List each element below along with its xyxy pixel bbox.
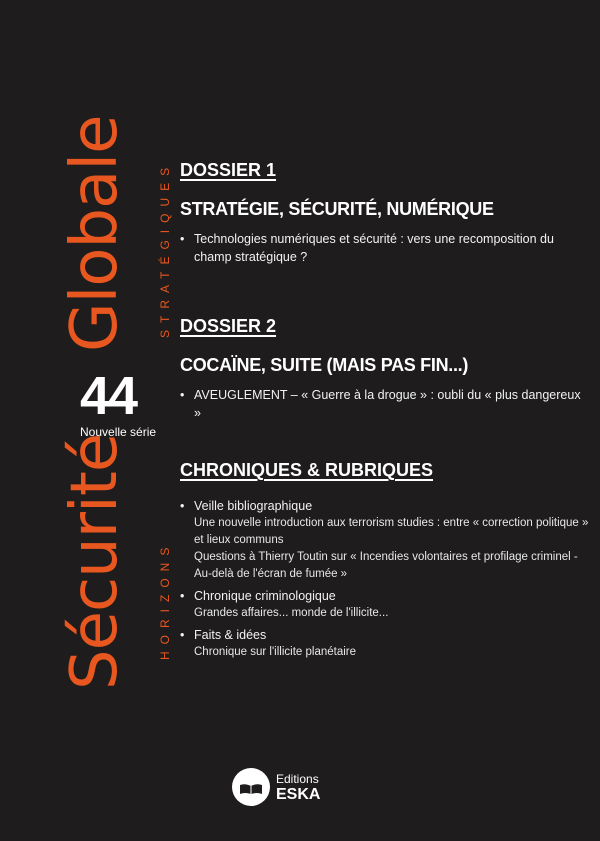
chroniques-heading: CHRONIQUES & RUBRIQUES: [180, 460, 434, 480]
journal-subtitle: [158, 140, 178, 660]
list-item: • AVEUGLEMENT – « Guerre à la drogue » : oubli du « plus dangereux »: [180, 386, 590, 422]
rubric-line: Grandes affaires... monde de l'illicite...: [194, 607, 389, 619]
rubric-title: • Faits & idées: [194, 628, 267, 642]
dossier-2-theme: COCAÏNE, SUITE (MAIS PAS FIN...): [180, 355, 469, 375]
chroniques-list: [180, 497, 590, 661]
rubric-title: • Veille bibliographique: [194, 499, 313, 513]
subtitle-horizons: HORIZONS: [158, 540, 172, 660]
title-word-securite: Sécurité: [58, 433, 132, 690]
chroniques: [180, 460, 590, 661]
dossier-1-theme: STRATÉGIE, SÉCURITÉ, NUMÉRIQUE: [180, 199, 494, 219]
subtitle-strategiques: STRATÉGIQUES: [158, 160, 172, 338]
rubric-line: Chronique sur l'illicite planétaire: [194, 646, 356, 658]
dossier-2-list: [180, 386, 590, 422]
book-shape: [239, 783, 263, 795]
list-item: [180, 497, 590, 583]
open-book-icon: [232, 768, 270, 806]
rubric-line: Une nouvelle introduction aux terrorism studies : entre « correction politique » et lieux communs: [194, 517, 589, 546]
publisher-logo: [232, 768, 320, 806]
dossier-1-list: [180, 230, 590, 266]
dossier-2-heading: DOSSIER 2: [180, 316, 277, 336]
publisher-line-2: ESKA: [276, 786, 321, 803]
rubric-title: • Chronique criminologique: [194, 589, 336, 603]
title-word-globale: Globale: [58, 115, 132, 352]
list-item: [180, 587, 590, 622]
series-label: Nouvelle série: [80, 425, 157, 439]
rubric-line: Questions à Thierry Toutin sur « Incendies volontaires et profilage criminel - Au-delà de l'écran de fumée »: [194, 551, 578, 580]
dossier-2: [180, 316, 590, 422]
publisher-line-1: Editions: [276, 772, 319, 786]
dossier-1: [180, 160, 590, 266]
list-item: [180, 626, 590, 661]
dossier-1-heading: DOSSIER 1: [180, 160, 277, 180]
table-of-contents: [180, 160, 590, 661]
issue-number: 44: [80, 366, 137, 426]
list-item: • Technologies numériques et sécurité : vers une recomposition du champ stratégique ?: [180, 230, 590, 266]
publisher-name: [276, 771, 320, 803]
